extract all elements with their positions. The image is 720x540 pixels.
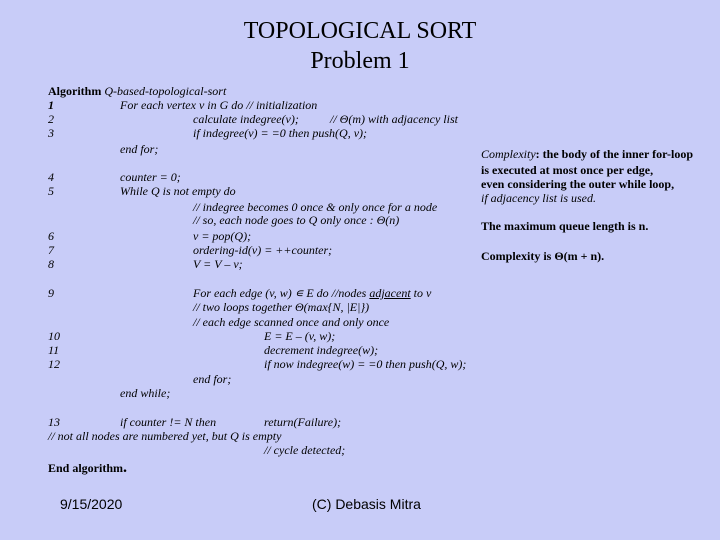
comment-indegree: // indegree becomes 0 once & only once for a node	[193, 200, 438, 214]
comment-each-edge: // each edge scanned once and only once	[193, 315, 390, 329]
line-number-7: 7	[48, 243, 54, 257]
comment-line-2: // Θ(m) with adjacency list	[330, 112, 458, 126]
code-line-9-underlined: adjacent	[369, 286, 411, 300]
complexity-line-4: if adjacency list is used.	[481, 191, 596, 205]
complexity-summary: Complexity is Θ(m + n).	[481, 249, 605, 263]
code-line-2: calculate indegree(v);	[193, 112, 299, 126]
slide-subtitle: Problem 1	[310, 48, 410, 74]
code-line-9-b: to v	[410, 286, 432, 300]
code-line-3: if indegree(v) = =0 then push(Q, v);	[193, 126, 368, 140]
footer-date: 9/15/2020	[60, 496, 123, 512]
code-line-12: if now indegree(w) = =0 then push(Q, w);	[264, 357, 467, 371]
line-number-2: 2	[48, 112, 54, 126]
end-for-1: end for;	[120, 142, 159, 156]
line-number-11: 11	[48, 343, 60, 357]
code-line-4: counter = 0;	[120, 170, 181, 184]
end-algorithm-dot: .	[123, 459, 128, 476]
slide-title: TOPOLOGICAL SORT	[243, 18, 477, 44]
footer-author: (C) Debasis Mitra	[312, 496, 421, 512]
comment-not-numbered: // not all nodes are numbered yet, but Q is empty	[48, 429, 282, 443]
code-line-11: decrement indegree(w);	[264, 343, 379, 357]
comment-each-node: // so, each node goes to Q only once : Θ(n)	[193, 213, 400, 227]
line-number-3: 3	[48, 126, 54, 140]
line-number-6: 6	[48, 229, 54, 243]
end-for-2: end for;	[193, 372, 232, 386]
code-line-10: E = E – (v, w);	[264, 329, 336, 343]
code-line-9	[193, 286, 431, 300]
line-number-9: 9	[48, 286, 54, 300]
comment-two-loops: // two loops together Θ(max{N, |E|})	[193, 300, 370, 314]
code-line-9-a: For each edge (v, w) ∊ E do //nodes	[193, 286, 370, 300]
max-queue-note: The maximum queue length is n.	[481, 219, 649, 233]
code-line-5: While Q is not empty do	[120, 184, 236, 198]
comment-cycle: // cycle detected;	[264, 443, 346, 457]
line-number-5: 5	[48, 184, 54, 198]
code-line-8: V = V – v;	[193, 257, 243, 271]
complexity-line-2: is executed at most once per edge,	[481, 163, 654, 177]
line-number-1: 1	[48, 98, 54, 112]
line-number-13: 13	[48, 415, 60, 429]
algorithm-header	[48, 84, 226, 98]
end-algorithm	[48, 461, 127, 475]
line-number-12: 12	[48, 357, 60, 371]
complexity-text-1: : the body of the inner for-loop	[535, 147, 693, 161]
line-number-4: 4	[48, 170, 54, 184]
end-while: end while;	[120, 386, 171, 400]
code-line-6: v = pop(Q);	[193, 229, 252, 243]
complexity-line-3: even considering the outer while loop,	[481, 177, 675, 191]
complexity-line-1	[481, 147, 693, 161]
end-algorithm-label: End algorithm	[48, 461, 124, 475]
complexity-label: Complexity	[481, 147, 536, 161]
code-line-13-return: return(Failure);	[264, 415, 342, 429]
algorithm-keyword: Algorithm	[48, 84, 102, 98]
line-number-8: 8	[48, 257, 54, 271]
code-line-1: For each vertex v in G do // initialization	[120, 98, 318, 112]
algorithm-name: Q-based-topological-sort	[104, 84, 227, 98]
code-line-7: ordering-id(v) = ++counter;	[193, 243, 333, 257]
code-line-13: if counter != N then	[120, 415, 217, 429]
line-number-10: 10	[48, 329, 60, 343]
